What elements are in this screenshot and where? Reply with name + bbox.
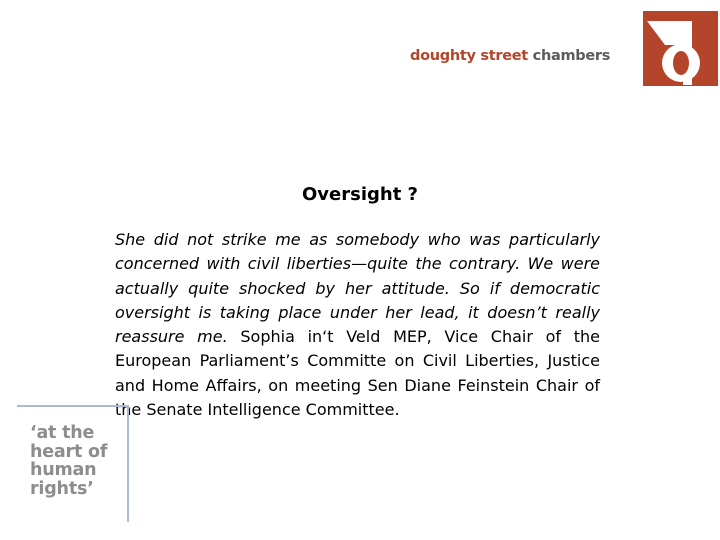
quote-paragraph <box>115 228 600 422</box>
brand-name-secondary: chambers <box>532 48 611 64</box>
page-title: Oversight ? <box>301 184 418 205</box>
tagline: ‘at the heart of human rights’ <box>30 423 108 499</box>
brand-name <box>410 49 610 64</box>
quote-text: She did not strike me as somebody who was particularly concerned with civil liberties—quite the contrary. We were actually quite shocked by her attitude. So if democratic oversight is taking place under her lead, it doesn’t really reassure me. <box>115 230 600 347</box>
letter-d-logo-icon <box>643 11 718 86</box>
brand-name-primary: doughty street <box>410 48 528 64</box>
quote-attribution: Sophia in‘t Veld MEP, Vice Chair of the European Parliament’s Committe on Civil Liberties, Justice and Home Affairs, on meeting Sen Diane Feinstein Chair of the Senate Intelligence Committee. <box>115 327 601 420</box>
